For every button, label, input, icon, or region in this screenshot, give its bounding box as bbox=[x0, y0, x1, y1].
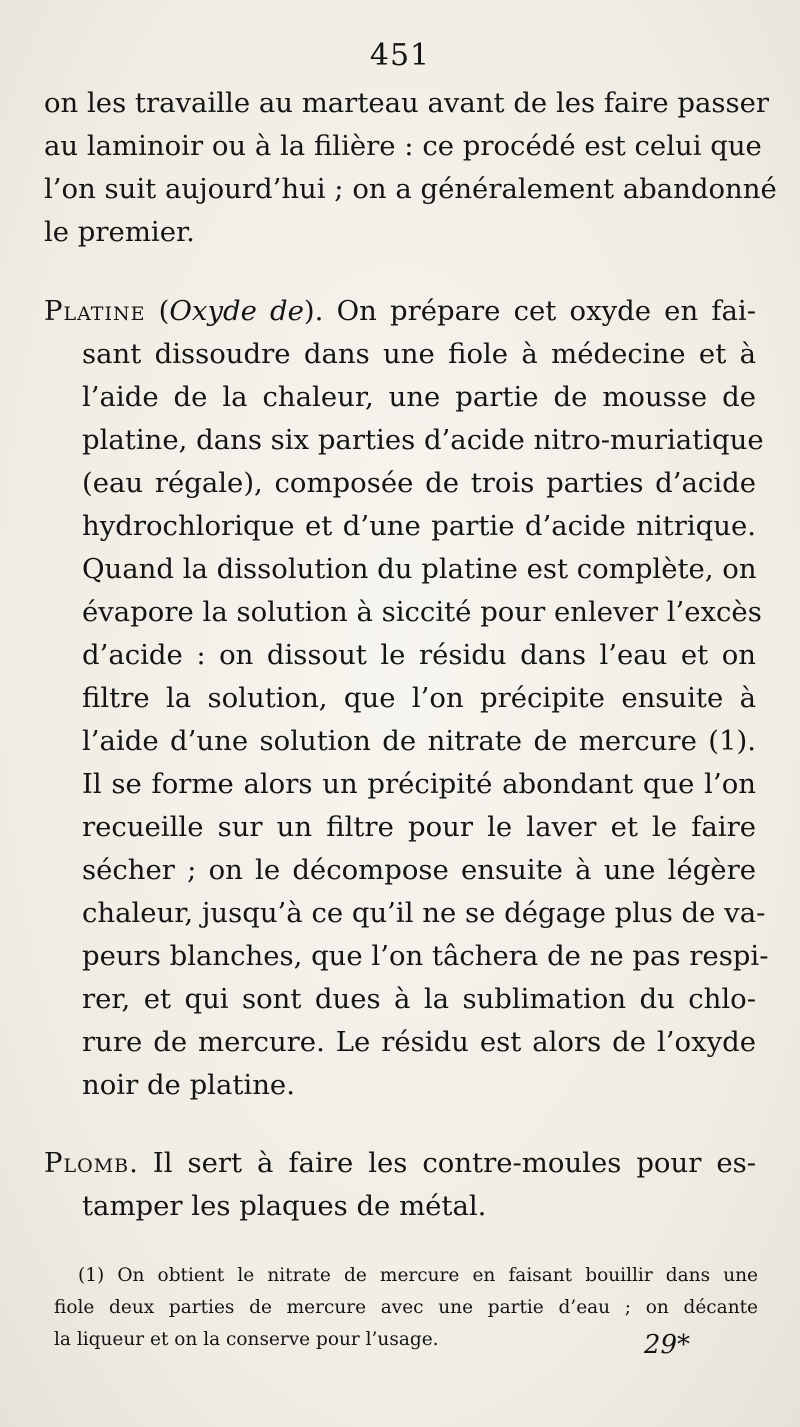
text-line: chaleur, jusqu’à ce qu’il ne se dégage plus de va- bbox=[82, 897, 766, 929]
text-line: sant dissoudre dans une fiole à médecine et à bbox=[82, 338, 756, 370]
text-line: (eau régale), composée de trois parties d’acide bbox=[82, 467, 756, 499]
footnote-line: fiole deux parties de mercure avec une partie d’eau ; on décante bbox=[54, 1297, 758, 1318]
text-line: on les travaille au marteau avant de les faire passer bbox=[44, 87, 770, 119]
entry-paren-open: ( bbox=[145, 295, 170, 327]
text-line: noir de platine. bbox=[82, 1069, 295, 1101]
text-line: le premier. bbox=[44, 216, 195, 248]
text-line: peurs blanches, que l’on tâchera de ne pas respi- bbox=[82, 940, 769, 972]
entry-term-platine: Platine bbox=[44, 295, 146, 327]
entry-heading-line-plomb bbox=[44, 1147, 756, 1179]
text-line: l’on suit aujourd’hui ; on a généralement abandonné bbox=[44, 173, 777, 205]
text-line: rure de mercure. Le résidu est alors de l’oxyde bbox=[82, 1026, 756, 1058]
text-line: Quand la dissolution du platine est complète, on bbox=[82, 553, 757, 585]
text-line: sécher ; on le décompose ensuite à une légère bbox=[82, 854, 756, 886]
text-line: platine, dans six parties d’acide nitro-muriatique bbox=[82, 424, 764, 456]
footnote-line: la liqueur et on la conserve pour l’usage. bbox=[54, 1329, 439, 1350]
entry-term-plomb: Plomb bbox=[44, 1147, 130, 1179]
text-line: d’acide : on dissout le résidu dans l’eau et on bbox=[82, 639, 756, 671]
text-line: rer, et qui sont dues à la sublimation du chlo- bbox=[82, 983, 756, 1015]
text-line: évapore la solution à siccité pour enlever l’excès bbox=[82, 596, 762, 628]
entry-text: ). On prépare cet oxyde en fai- bbox=[303, 295, 756, 327]
page-number: 451 bbox=[369, 38, 431, 73]
entry-heading-line-platine bbox=[44, 295, 756, 327]
text-line: hydrochlorique et d’une partie d’acide nitrique. bbox=[82, 510, 756, 542]
text-line: au laminoir ou à la filière : ce procédé est celui que bbox=[44, 130, 762, 162]
entry-text: . Il sert à faire les contre-moules pour es- bbox=[129, 1147, 756, 1179]
text-line: l’aide d’une solution de nitrate de mercure (1). bbox=[82, 725, 756, 757]
signature-mark: 29* bbox=[643, 1330, 690, 1360]
text-line: recueille sur un filtre pour le laver et le faire bbox=[82, 811, 756, 843]
text-line: tamper les plaques de métal. bbox=[82, 1190, 487, 1222]
entry-subterm: Oxyde de bbox=[169, 295, 304, 327]
text-line: Il se forme alors un précipité abondant que l’on bbox=[82, 768, 756, 800]
footnote-line: (1) On obtient le nitrate de mercure en faisant bouillir dans une bbox=[78, 1265, 758, 1286]
text-line: l’aide de la chaleur, une partie de mousse de bbox=[82, 381, 756, 413]
text-line: filtre la solution, que l’on précipite ensuite à bbox=[82, 682, 756, 714]
